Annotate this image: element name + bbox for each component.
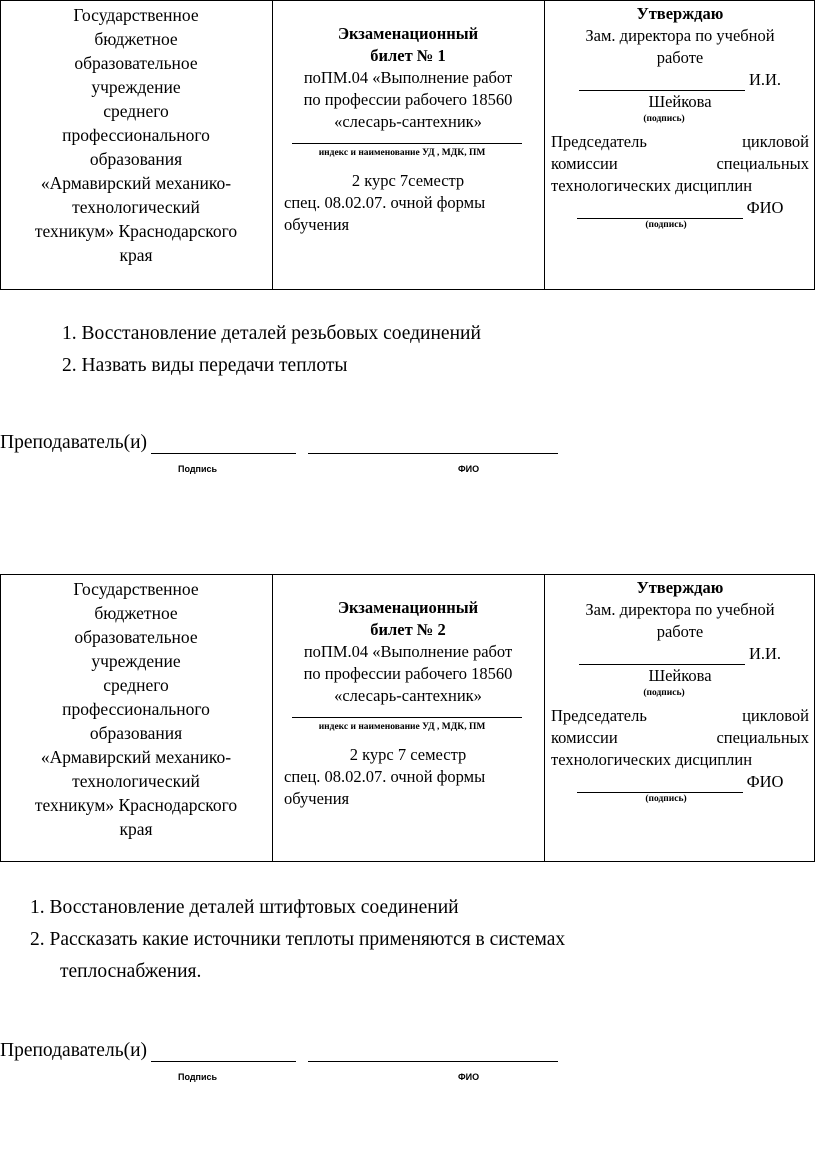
index-caption: индекс и наименование УД , МДК, ПМ: [318, 148, 486, 158]
chair-title: технологических дисциплин: [551, 176, 753, 195]
signature-underline: [579, 648, 745, 665]
signature-caption: (подпись): [643, 114, 685, 124]
ticket-title: Экзаменационный: [337, 598, 479, 617]
ticket-number: билет № 1: [370, 46, 446, 65]
approve-heading: Утверждаю: [636, 4, 724, 23]
signature-underline: [577, 202, 743, 219]
question-item: 1. Восстановление деталей резьбовых соединений: [62, 323, 481, 344]
chair-fio: ФИО: [746, 772, 784, 791]
ticket-header-table: [0, 574, 815, 862]
column-divider: [272, 575, 273, 861]
specialty-line: обучения: [284, 215, 350, 234]
signature-caption: (подпись): [645, 794, 687, 804]
question-item: 1. Восстановление деталей штифтовых соединений: [30, 897, 459, 918]
teacher-signature: [0, 1040, 558, 1082]
question-list: [30, 892, 565, 988]
module-line: «слесарь-сантехник»: [334, 686, 482, 705]
teacher-sign-caption: Подпись: [178, 1072, 218, 1082]
column-divider: [544, 575, 545, 861]
institution-name: Государственное бюджетное образовательное учреждение среднего профессионального образования «Армавирский механико- технологический техникум» Краснодарского края: [34, 579, 238, 839]
teacher-sign-underline: [151, 1041, 296, 1062]
question-item-continuation: теплоснабжения.: [60, 961, 202, 982]
module-line: поПМ.04 «Выполнение работ: [303, 642, 513, 661]
deputy-signature-line: [551, 69, 809, 91]
teacher-sign-underline: [151, 433, 296, 454]
deputy-title: работе: [656, 48, 704, 67]
signature-underline: [577, 776, 743, 793]
ticket-header-table: [0, 0, 815, 290]
index-underline: [292, 717, 522, 718]
approval-block: [551, 3, 809, 231]
index-underline: [292, 143, 522, 144]
chair-title: технологических дисциплин: [551, 750, 753, 769]
question-item: 2. Рассказать какие источники теплоты применяются в системах: [30, 929, 566, 950]
index-caption: индекс и наименование УД , МДК, ПМ: [318, 722, 486, 732]
column-divider: [272, 1, 273, 289]
chair-fio: ФИО: [746, 198, 784, 217]
course-semester: 2 курс 7 семестр: [349, 745, 467, 764]
specialty-line: спец. 08.02.07. очной формы: [284, 767, 486, 786]
specialty-line: спец. 08.02.07. очной формы: [284, 193, 486, 212]
chair-title: Председатель цикловой: [551, 706, 809, 725]
specialty-line: обучения: [284, 789, 350, 808]
approval-block: [551, 577, 809, 805]
chair-title: Председатель цикловой: [551, 132, 809, 151]
institution-name: Государственное бюджетное образовательное учреждение среднего профессионального образования «Армавирский механико- технологический техникум» Краснодарского края: [34, 5, 238, 265]
ticket-info: [279, 597, 537, 810]
module-line: «слесарь-сантехник»: [334, 112, 482, 131]
chair-title: комиссии специальных: [551, 728, 809, 747]
deputy-surname: Шейкова: [648, 92, 712, 111]
teacher-fio-caption: ФИО: [458, 1072, 480, 1082]
module-line: по профессии рабочего 18560: [303, 664, 513, 683]
teacher-label: Преподаватель(и): [0, 432, 148, 453]
teacher-sign-caption: Подпись: [178, 464, 218, 474]
ticket-number: билет № 2: [370, 620, 446, 639]
deputy-title: Зам. директора по учебной: [585, 26, 775, 45]
teacher-signature: [0, 432, 558, 474]
ticket-info: [279, 23, 537, 236]
teacher-fio-underline: [308, 1041, 558, 1062]
ticket-title: Экзаменационный: [337, 24, 479, 43]
teacher-fio-caption: ФИО: [458, 464, 480, 474]
chair-signature-line: [551, 771, 809, 793]
chair-title: комиссии специальных: [551, 154, 809, 173]
module-line: поПМ.04 «Выполнение работ: [303, 68, 513, 87]
signature-caption: (подпись): [643, 688, 685, 698]
approve-heading: Утверждаю: [636, 578, 724, 597]
signature-caption: (подпись): [645, 220, 687, 230]
teacher-fio-underline: [308, 433, 558, 454]
teacher-label: Преподаватель(и): [0, 1040, 148, 1061]
deputy-title: работе: [656, 622, 704, 641]
course-semester: 2 курс 7семестр: [351, 171, 465, 190]
question-item: 2. Назвать виды передачи теплоты: [62, 355, 348, 376]
column-divider: [544, 1, 545, 289]
signature-underline: [579, 74, 745, 91]
deputy-surname: Шейкова: [648, 666, 712, 685]
deputy-signature-line: [551, 643, 809, 665]
question-list: [62, 318, 481, 382]
chair-signature-line: [551, 197, 809, 219]
deputy-initials: И.И.: [748, 70, 782, 89]
deputy-title: Зам. директора по учебной: [585, 600, 775, 619]
deputy-initials: И.И.: [748, 644, 782, 663]
module-line: по профессии рабочего 18560: [303, 90, 513, 109]
